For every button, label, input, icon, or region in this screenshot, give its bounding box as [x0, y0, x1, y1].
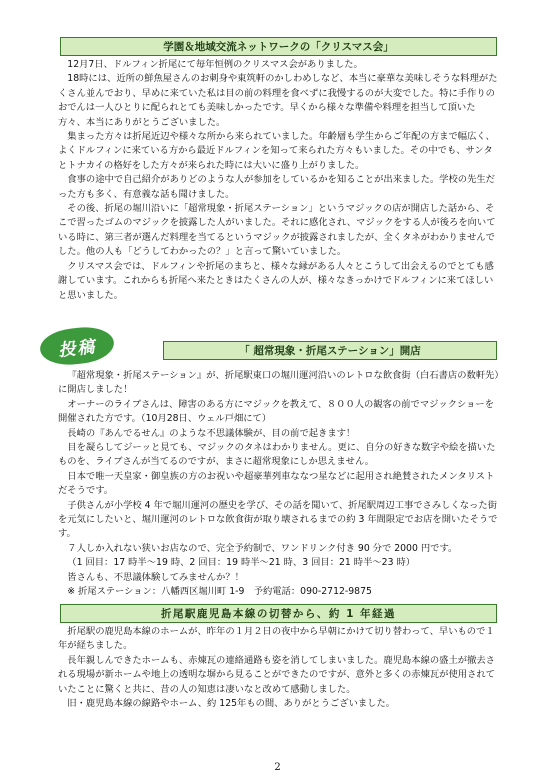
paragraph: 長年親しんできたホームも、赤煉瓦の連絡通路も姿を消してしまいました。鹿児島本線の盛土が撤去される現場が新ホームや地上の透明な塀から見ることができたのですが、意外と多くの赤煉瓦が使用されていたことに驚くと共に、昔の人の知恵は凄いなと改めて感動しました。 — [58, 654, 495, 695]
section-title-station-switch: 折尾駅鹿児島本線の切替から、約 1 年経過 — [60, 604, 497, 623]
shop-info: ※ 折尾ステーション：八幡西区堀川町 1-9 予約電話：090-2712-9875 — [67, 586, 372, 598]
schedule-line: （1 回目：17 時半～19 時、2 回目：19 時半～21 時、3 回目：21 時半～23 時） — [67, 557, 416, 569]
paragraph: 子供さんが小学校 4 年で堀川運河の歴史を学び、その話を聞いて、折尾駅周辺工事でさみしくなった街を元気にしたいと、堀川運河のレトロな飲食街が取り壊されるまでの約 3 年間限定でお店を開いたそうです。 — [58, 499, 498, 540]
section-title-magic-shop: 「 超常現象・折尾ステーション」開店 — [163, 341, 497, 360]
paragraph: 日本で唯一天皇家・御皇族の方のお祝いや超豪華列車ななつ星などに起用され絶賛されたメンタリストだそうです。 — [58, 470, 495, 497]
paragraph: その後、折尾の堀川沿いに「超常現象・折尾ステーション」というマジックの店が開店した話から、そこで習ったゴムのマジックを披露した人がいました。それに感化され、マジックをする人が後ろを向いている時に、第三者が選んだ料理を当てるというマジックが披露されましたが、全くタネがわかりませんでした。他の人も「どうしてわかったの？」と言って驚いていました。 — [58, 203, 496, 258]
paragraph: 12月7日、ドルフィン折尾にて毎年恒例のクリスマス会がありました。 — [67, 59, 363, 70]
christmas-party-article — [58, 58, 500, 303]
paragraph: オーナーのライブさんは、障害のある方にマジックを教えて、８００人の観客の前でマジックショーを開催された方です。（10月28日、ウェル戸畑にて） — [58, 398, 495, 425]
paragraph: ７人しか入れない狭いお店なので、完全予約制で、ワンドリンク付き 90 分で 2000 円です。 — [67, 542, 458, 554]
paragraph: 長崎の『あんでるせん』のような不思議体験が、目の前で起きます！ — [67, 427, 356, 439]
page-number: 2 — [274, 762, 281, 773]
magic-shop-article — [58, 369, 500, 600]
paragraph: 18時には、近所の鮮魚屋さんのお刺身や東筑軒のかしわめしなど、本当に豪華な美味しそうな料理がたくさん並んでおり、早めに来ていた私は目の前の料理を食べずに我慢するのが大変でした。特に手作りのおでんは一人ひとりに配られとても美味しかったです。早くから様々な準備や料理を担当して頂いた方々、本当にありがとうございました。 — [58, 73, 498, 128]
section-title-christmas-party: 学園＆地域交流ネットワークの「クリスマス会」 — [60, 37, 497, 56]
paragraph: 集まった方々は折尾近辺や様々な所から来られていました。年齢層も学生からご年配の方まで幅広く、よくドルフィンに来ている方から最近ドルフィンを知って来られた方々もいました。その中でも、サンタとトナカイの格好をした方々が来られた時には大いに盛り上がりました。 — [58, 131, 495, 171]
paragraph: 折尾駅の鹿児島本線のホームが、昨年の１月２日の夜中から早朝にかけて切り替わって、早いもので１年が経ちました。 — [58, 626, 495, 652]
paragraph: 目を凝らしてジーッと見ても、マジックのタネはわかりません。更に、自分の好きな数字や絵を描いたものを、ライブさんが当てるのですが、まさに超常現象にしか思えません。 — [58, 442, 496, 468]
paragraph: クリスマス会では、ドルフィンや折尾のまちと、様々な縁がある人々とこうして出会えるのでとても感謝しています。これからも折尾へ来たときはたくさんの人が、様々なきっかけでドルフィンに来てほしいと思いました。 — [58, 260, 494, 301]
station-switch-article — [58, 625, 500, 711]
paragraph: 『超常現象・折尾ステーション』が、折尾駅東口の堀川運河沿いのレトロな飲食街（白石書店の数軒先）に開店しました！ — [58, 370, 500, 396]
paragraph: 食事の途中で自己紹介がありどのような人が参加をしているかを知ることが出来ました。学校の先生だった方も多く、有意義な話も聞けました。 — [58, 174, 495, 200]
paragraph: 旧・鹿児島本線の線路やホーム、約 125年もの間、ありがとうございました。 — [67, 698, 396, 710]
contribution-badge: 投稿 — [38, 324, 115, 368]
paragraph: 皆さんも、不思議体験してみませんか？！ — [67, 571, 244, 583]
